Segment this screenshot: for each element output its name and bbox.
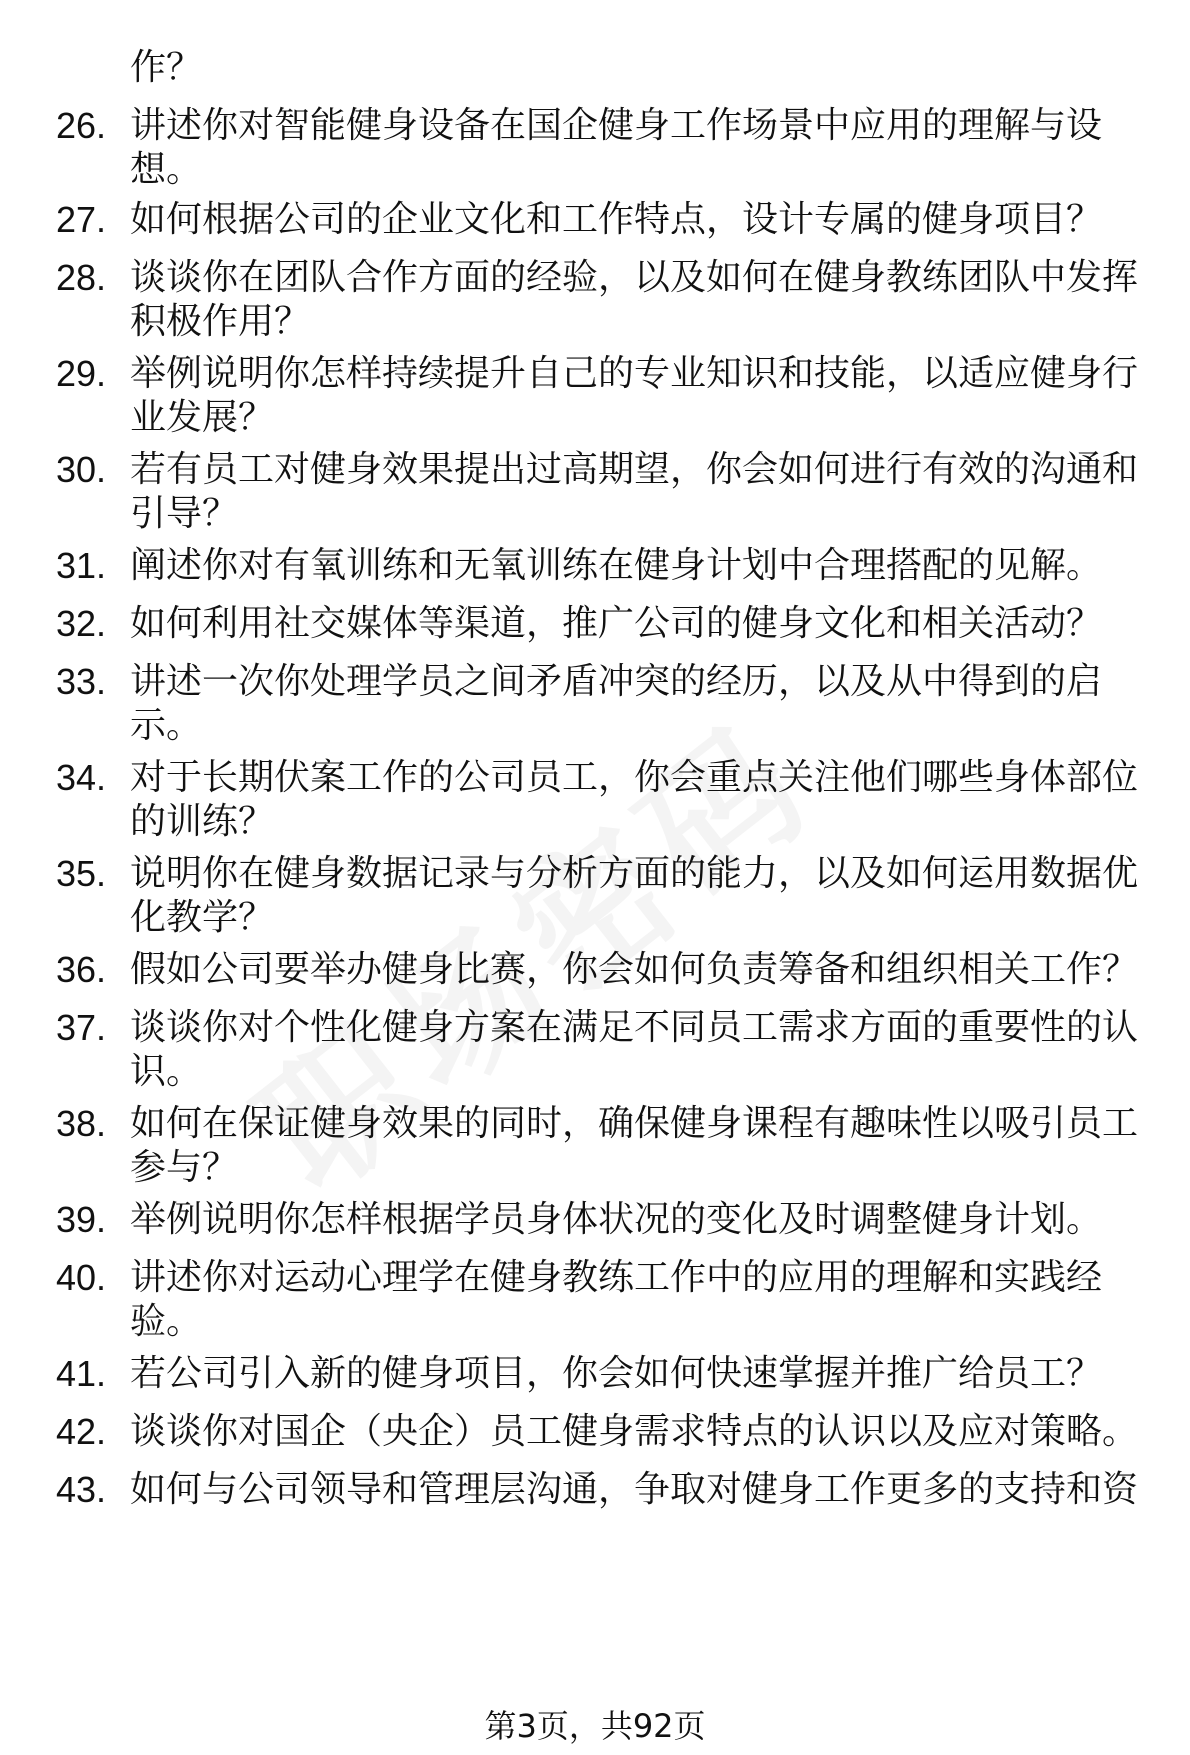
item-number: 41. <box>56 1353 107 1394</box>
item-number: 34. <box>56 757 107 798</box>
item-text: 谈谈你在团队合作方面的经验，以及如何在健身教练团队中发挥积极作用？ <box>130 257 1139 342</box>
item-number: 30. <box>56 449 107 490</box>
item-number: 35. <box>56 853 107 894</box>
item-text: 谈谈你对个性化健身方案在满足不同员工需求方面的重要性的认识。 <box>130 1007 1139 1092</box>
item-number: 28. <box>56 257 107 298</box>
item-number: 27. <box>56 199 107 240</box>
item-text: 讲述你对运动心理学在健身教练工作中的应用的理解和实践经验。 <box>130 1257 1103 1342</box>
item-text: 举例说明你怎样持续提升自己的专业知识和技能，以适应健身行业发展？ <box>130 353 1139 438</box>
item-number: 33. <box>56 661 107 702</box>
item-text: 作？ <box>130 47 203 88</box>
item-text: 如何在保证健身效果的同时，确保健身课程有趣味性以吸引员工参与？ <box>130 1103 1139 1188</box>
item-text: 若有员工对健身效果提出过高期望，你会如何进行有效的沟通和引导？ <box>130 449 1139 534</box>
item-text: 如何与公司领导和管理层沟通，争取对健身工作更多的支持和资 <box>130 1469 1139 1510</box>
item-number: 40. <box>56 1257 107 1298</box>
item-number: 29. <box>56 353 107 394</box>
item-number: 43. <box>56 1469 107 1510</box>
item-text: 谈谈你对国企（央企）员工健身需求特点的认识以及应对策略。 <box>130 1411 1139 1452</box>
item-text: 如何根据公司的企业文化和工作特点，设计专属的健身项目？ <box>130 199 1103 240</box>
item-number: 37. <box>56 1007 107 1048</box>
item-text: 若公司引入新的健身项目，你会如何快速掌握并推广给员工？ <box>130 1353 1103 1394</box>
item-number: 39. <box>56 1199 107 1240</box>
item-number: 38. <box>56 1103 107 1144</box>
item-text: 说明你在健身数据记录与分析方面的能力，以及如何运用数据优化教学？ <box>130 853 1139 938</box>
item-text: 对于长期伏案工作的公司员工，你会重点关注他们哪些身体部位的训练？ <box>130 757 1139 842</box>
item-text: 讲述你对智能健身设备在国企健身工作场景中应用的理解与设想。 <box>130 105 1103 190</box>
item-text: 阐述你对有氧训练和无氧训练在健身计划中合理搭配的见解。 <box>130 545 1103 586</box>
item-text: 举例说明你怎样根据学员身体状况的变化及时调整健身计划。 <box>130 1199 1103 1240</box>
item-number: 31. <box>56 545 107 586</box>
item-text: 如何利用社交媒体等渠道，推广公司的健身文化和相关活动？ <box>130 603 1103 644</box>
item-number: 32. <box>56 603 107 644</box>
item-number: 36. <box>56 949 107 990</box>
item-text: 讲述一次你处理学员之间矛盾冲突的经历，以及从中得到的启示。 <box>130 661 1103 746</box>
page-number-footer: 第3页，共92页 <box>484 1707 706 1745</box>
item-number: 42. <box>56 1411 107 1452</box>
item-number: 26. <box>56 105 107 146</box>
item-text: 假如公司要举办健身比赛，你会如何负责筹备和组织相关工作？ <box>130 949 1139 990</box>
